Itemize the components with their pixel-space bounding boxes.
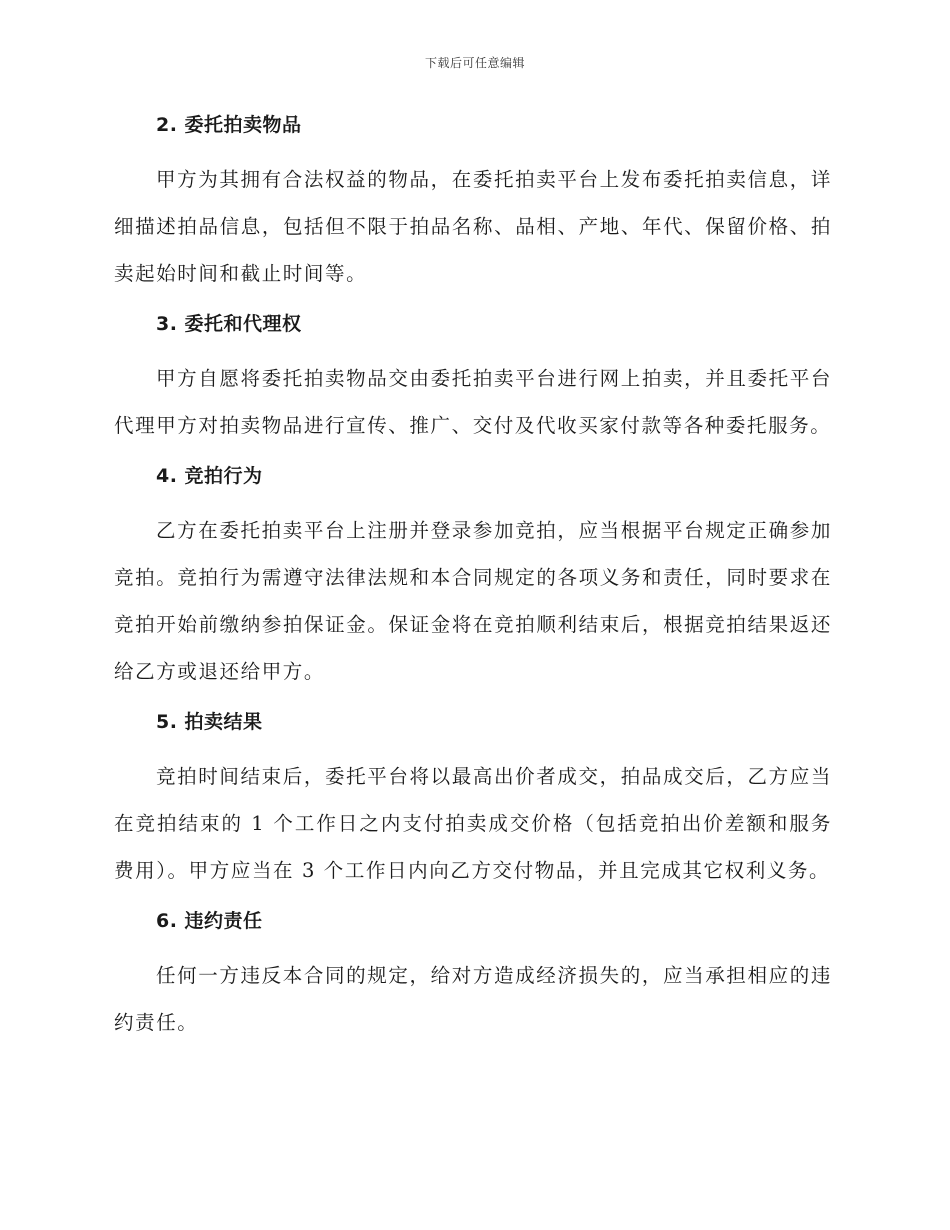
page-header: 下载后可任意编辑: [424, 56, 525, 70]
section-paragraph: 任何一方违反本合同的规定，给对方造成经济损失的，应当承担相应的违约责任。: [114, 964, 832, 1034]
section-title: 2. 委托拍卖物品: [156, 114, 302, 136]
section-title: 5. 拍卖结果: [156, 711, 263, 733]
section-title: 3. 委托和代理权: [156, 313, 302, 335]
document-body: [114, 110, 832, 1058]
section-4: [114, 461, 832, 695]
section-paragraph: 乙方在委托拍卖平台上注册并登录参加竞拍，应当根据平台规定正确参加竞拍。竞拍行为需遵守法律法规和本合同规定的各项义务和责任，同时要求在竞拍开始前缴纳参拍保证金。保证金将在竞拍顺利结束后，根据竞拍结果返还给乙方或退还给甲方。: [114, 519, 832, 683]
section-paragraph: 竞拍时间结束后，委托平台将以最高出价者成交，拍品成交后，乙方应当在竞拍结束的 1 个工作日之内支付拍卖成交价格（包括竞拍出价差额和服务费用）。甲方应当在 3 个工作日内向乙方交付物品，并且完成其它权利义务。: [114, 765, 832, 882]
section-paragraph: 甲方自愿将委托拍卖物品交由委托拍卖平台进行网上拍卖，并且委托平台代理甲方对拍卖物品进行宣传、推广、交付及代收买家付款等各种委托服务。: [114, 367, 832, 437]
section-5: [114, 707, 832, 894]
section-paragraph: 甲方为其拥有合法权益的物品，在委托拍卖平台上发布委托拍卖信息，详细描述拍品信息，包括但不限于拍品名称、品相、产地、年代、保留价格、拍卖起始时间和截止时间等。: [114, 168, 832, 285]
section-2: [114, 110, 832, 297]
section-6: [114, 906, 832, 1046]
section-title: 6. 违约责任: [156, 910, 263, 932]
section-3: [114, 309, 832, 449]
section-title: 4. 竞拍行为: [156, 465, 263, 487]
